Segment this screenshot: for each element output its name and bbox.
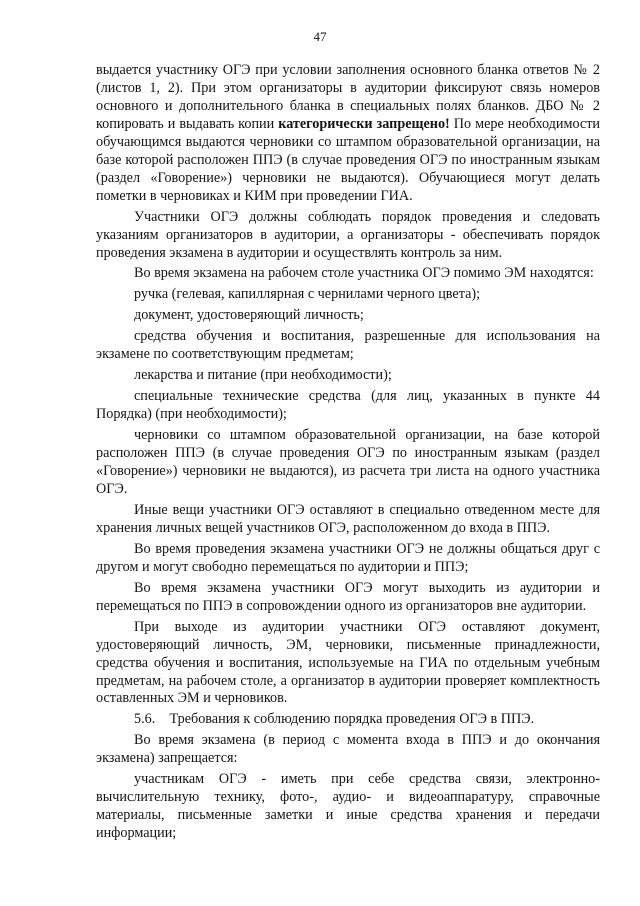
paragraph-items-left-on-desk: При выходе из аудитории участники ОГЭ оставляют документ, удостоверяющий личность, ЭМ, черновики, письменные принадлежности, средства обучения и воспитания, используемые на ГИА по отдельным учебным предметам, на рабочем столе, а организатор в аудитории проверяет комплектность оставленных ЭМ и черновиков. [96,618,600,707]
paragraph-additional-answer-form [96,62,600,206]
page-number: 47 [313,29,327,44]
list-item-technical-means: специальные технические средства (для лиц, указанных в пункте 44 Порядка) (при необходимости); [96,388,600,423]
bold-warning: категорически запрещено! [278,115,450,132]
list-item-medicine-food: лекарства и питание (при необходимости); [134,367,392,384]
list-item-learning-aids: средства обучения и воспитания, разрешенные для использования на экзамене по соответствующим предметам; [96,328,600,363]
paragraph-personal-belongings: Иные вещи участники ОГЭ оставляют в специально отведенном месте для хранения личных вещей участников ОГЭ, расположенном до входа в ППЭ. [96,501,600,536]
paragraph-participant-duties: Участники ОГЭ должны соблюдать порядок проведения и следовать указаниям организаторов в аудитории, а организаторы - обеспечивать порядок проведения экзамена в аудитории и осуществлять контроль за ним. [96,208,600,261]
section-heading-5-6: 5.6. Требования к соблюдению порядка проведения ОГЭ в ППЭ. [134,711,535,728]
list-item-id-document: документ, удостоверяющий личность; [134,307,364,324]
page-body [96,62,600,843]
paragraph-prohibited-devices: участникам ОГЭ - иметь при себе средства связи, электронно-вычислительную технику, фото-, аудио- и видеоаппаратуру, справочные материалы, письменные заметки и иные средства хранения и передачи информации; [96,771,600,842]
paragraph-text: выдается участнику ОГЭ при условии заполнения основного бланка ответов № 2 (листов 1, 2). При этом организаторы в аудитории фиксируют связь номеров основного и дополнительного бланка в специальных полях бланков. ДБО № 2 копировать и выдавать копии [96,62,600,132]
paragraph-no-communication: Во время проведения экзамена участники ОГЭ не должны общаться друг с другом и могут свободно перемещаться по аудитории и ППЭ; [96,540,600,575]
paragraph-text: По мере необходимости обучающимся выдаются черновики со штампом образовательной организации, на базе которой расположен ППЭ (в случае проведения ОГЭ по иностранным языкам (раздел «Говорение») черновики не выдаются). Обучающиеся могут делать пометки в черновиках и КИМ при проведении ГИА. [96,115,601,204]
paragraph-desk-items-intro: Во время экзамена на рабочем столе участника ОГЭ помимо ЭМ находятся: [134,265,594,282]
list-item-pen: ручка (гелевая, капиллярная с чернилами черного цвета); [134,286,481,303]
paragraph-prohibited-intro: Во время экзамена (в период с момента входа в ППЭ и до окончания экзамена) запрещается: [96,732,600,767]
list-item-drafts: черновики со штампом образовательной организации, на базе которой расположен ППЭ (в случае проведения ОГЭ по иностранным языкам (раздел «Говорение») черновики не выдаются), из расчета три листа на одного участника ОГЭ. [96,427,600,497]
paragraph-leaving-room: Во время экзамена участники ОГЭ могут выходить из аудитории и перемещаться по ППЭ в сопровождении одного из организаторов вне аудитории. [96,579,600,614]
